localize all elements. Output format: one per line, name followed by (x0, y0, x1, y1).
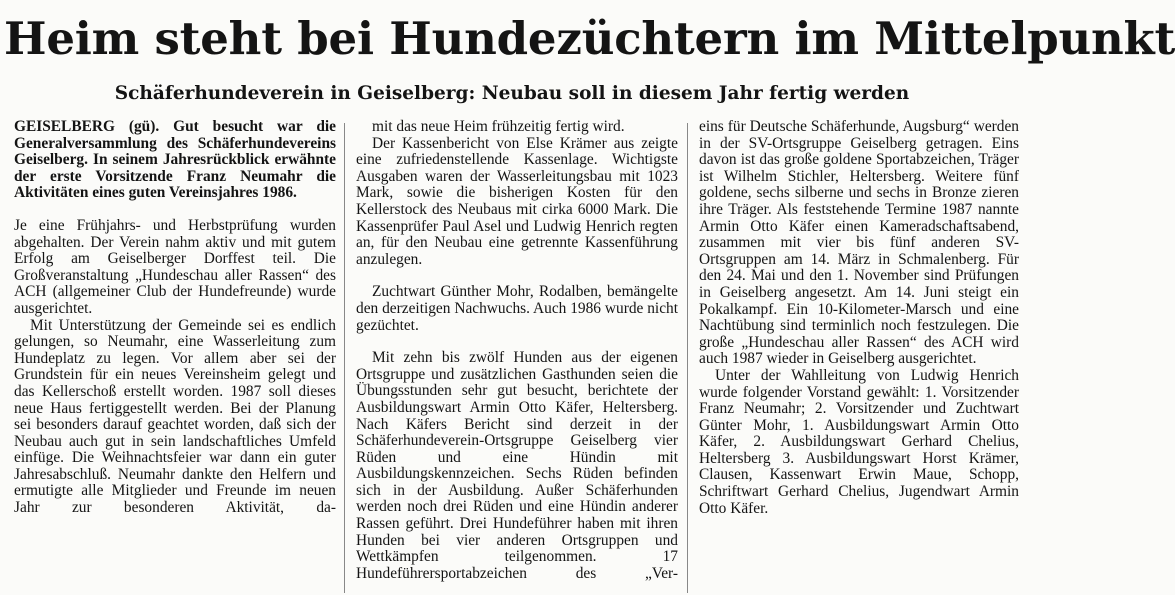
lead-paragraph: GEISELBERG (gü). Gut besucht war die Generalversammlung des Schäferhundevereins Geiselberg. In seinem Jahresrückblick erwähnte der erste Vorsitzende Franz Neumahr die Aktivitäten eines guten Vereinsjahres 1986. (14, 118, 336, 202)
paragraph: mit das neue Heim frühzeitig fertig wird. (372, 118, 625, 135)
subheadline: Schäferhundeverein in Geiselberg: Neubau soll in diesem Jahr fertig werden (114, 83, 910, 104)
paragraph: Zuchtwart Günther Mohr, Rodalben, bemängelte den derzeitigen Nachwuchs. Auch 1986 wurde nicht gezüchtet. (356, 283, 678, 334)
article-column-3 (699, 119, 1019, 595)
paragraph: Je eine Frühjahrs- und Herbstprüfung wurden abgehalten. Der Verein nahm aktiv und mit gutem Erfolg am Geiselberger Dorffest teil. Die Großveranstaltung „Hundeschau aller Rassen“ des ACH (allgemeiner Club der Hundefreunde) wurde ausgerichtet. (14, 216, 336, 317)
headline: Heim steht bei Hundezüchtern im Mittelpunkt (4, 12, 1175, 65)
article-column-1 (14, 119, 336, 595)
article-column-2 (356, 119, 678, 595)
column-divider (344, 123, 345, 593)
paragraph: Mit zehn bis zwölf Hunden aus der eigenen Ortsgruppe und zusätzlichen Gasthunden seien die Übungsstunden sehr gut besucht, berichtete der Ausbildungswart Armin Otto Käfer, Heltersberg. Nach Käfers Bericht sind derzeit in der Schäferhundeverein-Ortsgruppe Geiselberg vier Rüden und eine Hündin mit Ausbildungskennzeichen. Sechs Rüden befinden sich in der Ausbildung. Außer Schäferhunden werden noch drei Rüden und eine Hündin anderer Rassen geführt. Drei Hundeführer haben mit ihren Hunden bei vier anderen Ortsgruppen und Wettkämpfen teilgenommen. 17 Hundeführersportabzeichen des „Ver- (356, 349, 678, 582)
paragraph: Unter der Wahlleitung von Ludwig Henrich wurde folgender Vorstand gewählt: 1. Vorsitzender Franz Neumahr; 2. Vorsitzender und Zuchtwart Günter Mohr, 1. Ausbildungswart Armin Otto Käfer, 2. Ausbildungswart Gerhard Chelius, Heltersberg 3. Ausbildungswart Horst Krämer, Clausen, Kassenwart Erwin Maue, Schopp, Schriftwart Gerhard Chelius, Jugendwart Armin Otto Käfer. (699, 366, 1019, 517)
paragraph: Mit Unterstützung der Gemeinde sei es endlich gelungen, so Neumahr, eine Wasserleitung zum Hundeplatz zu legen. Vor allem aber sei der Grundstein für ein neues Vereinsheim gelegt und das Kellerschoß erstellt worden. 1987 soll dieses neue Haus fertiggestellt werden. Bei der Planung sei besonders darauf geachtet worden, daß sich der Neubau auch gut in sein landschaftliches Umfeld einfüge. Die Weihnachtsfeier war dann ein guter Jahresabschluß. Neumahr dankte den Helfern und ermutigte alle Mitglieder und Freunde im neuen Jahr zur besonderen Aktivität, da- (14, 316, 336, 517)
paragraph: Der Kassenbericht von Else Krämer aus zeigte eine zufriedenstellende Kassenlage. Wichtigste Ausgaben waren der Wasserleitungsbau mit 1023 Mark, sowie die bisherigen Kosten für den Kellerstock des Neubaus mit cirka 6000 Mark. Die Kassenprüfer Paul Asel und Ludwig Henrich regten an, für den Neubau eine getrennte Kassenführung anzulegen. (356, 134, 678, 268)
paragraph: eins für Deutsche Schäferhunde, Augsburg“ werden in der SV-Ortsgruppe Geiselberg getragen. Eins davon ist das große goldene Sportabzeichen, Träger ist Wilhelm Stichler, Heltersberg. Weitere fünf goldene, sechs silberne und sechs in Bronze zieren ihre Träger. Als feststehende Termine 1987 nannte Armin Otto Käfer einen Kameradschaftsabend, zusammen mit vier bis fünf anderen SV-Ortsgruppen am 14. März in Schmalenberg. Für den 24. Mai und den 1. November sind Prüfungen in Geiselberg angesetzt. Am 14. Juni steigt ein Pokalkampf. Ein 10-Kilometer-Marsch und eine Nachtübung sind terminlich noch festzulegen. Die große „Hundeschau aller Rassen“ des ACH wird auch 1987 wieder in Geiselberg ausgerichtet. (699, 118, 1019, 368)
column-divider (687, 123, 688, 593)
